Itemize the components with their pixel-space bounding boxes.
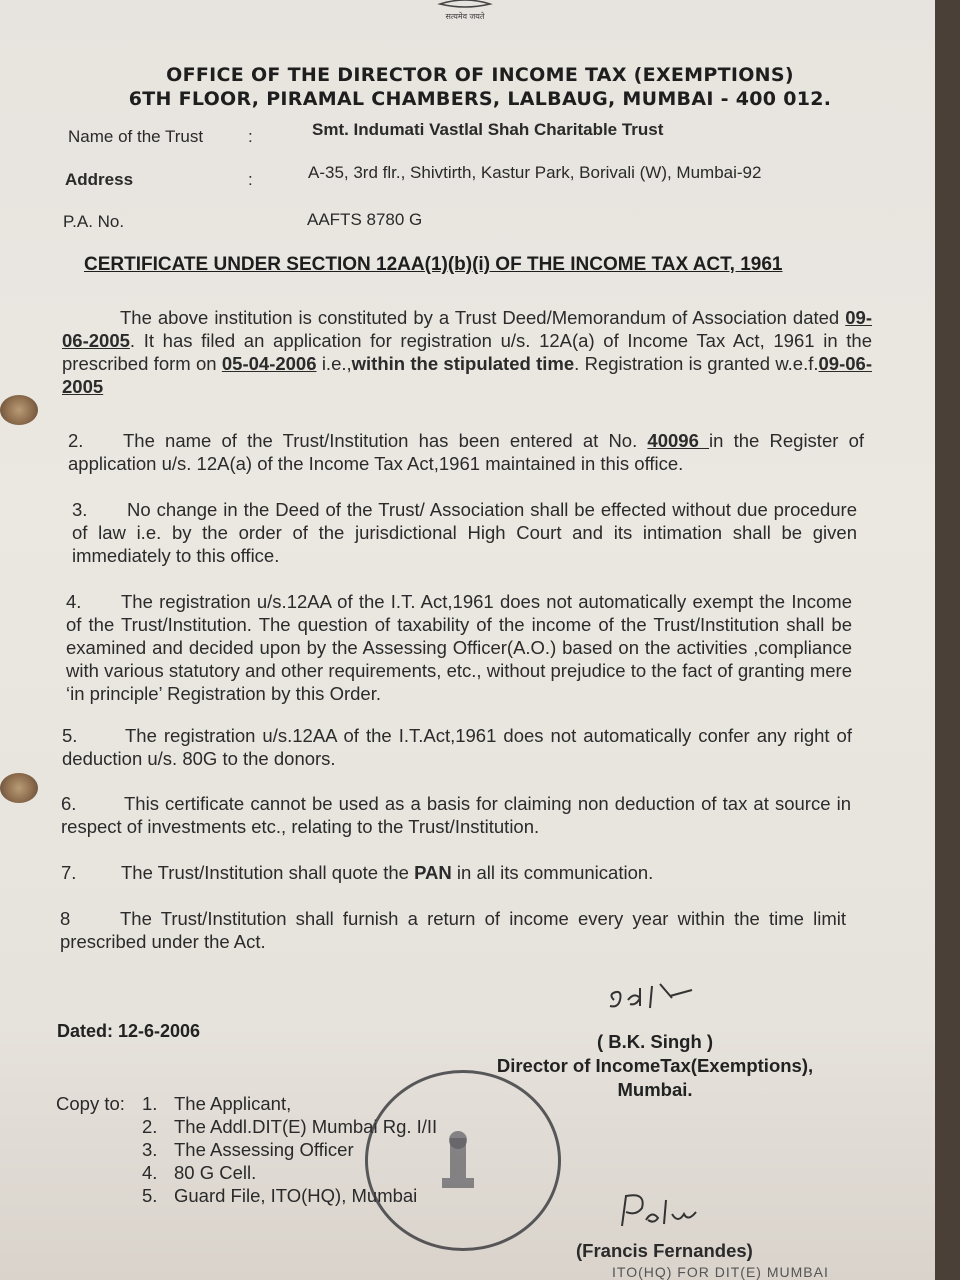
- paragraph-intro: The above institution is constituted by a Trust Deed/Memorandum of Association dated 09-06-2005. It has filed an application for registration u/s. 12A(a) of Income Tax Act, 1961 in the prescribed form on 05-04-2006 i.e.,within the stipulated time. Registration is granted w.e.f.09-06-2005: [62, 307, 872, 397]
- office-seal-stamp: [365, 1070, 561, 1251]
- address-label: Address: [65, 170, 134, 189]
- trust-name-label: Name of the Trust: [68, 127, 204, 146]
- signatory-title: Director of IncomeTax(Exemptions),: [496, 1055, 814, 1076]
- emblem-icon: [430, 0, 500, 22]
- address-value: A-35, 3rd flr., Shivtirth, Kastur Park, Borivali (W), Mumbai-92: [308, 163, 762, 182]
- signatory-name: ( B.K. Singh ): [596, 1031, 714, 1052]
- footer-name: (Francis Fernandes): [576, 1240, 753, 1261]
- copy-to-list: Copy to: 1. The Applicant, 2. The Addl.DIT(E) Mumbai Rg. I/II 3. The Assessing Officer 4. 80 G Cell. 5. Guard File, ITO(HQ), Mumbai: [56, 1093, 438, 1206]
- trust-name-value: Smt. Indumati Vastlal Shah Charitable Trust: [312, 120, 664, 139]
- trust-name-colon: :: [248, 127, 253, 146]
- signature-sdl: [600, 970, 710, 1020]
- paragraph-7: 7. The Trust/Institution shall quote the PAN in all its communication.: [61, 862, 654, 883]
- paragraph-5: 5. The registration u/s.12AA of the I.T.Act,1961 does not automatically confer any right of deduction u/s. 80G to the donors.: [62, 725, 852, 769]
- paragraph-2: 2. The name of the Trust/Institution has been entered at No. 40096 in the Register of application u/s. 12A(a) of the Income Tax Act,1961 maintained in this office.: [68, 430, 864, 474]
- pan-label: P.A. No.: [63, 212, 125, 231]
- address-colon: :: [248, 170, 253, 189]
- punch-hole-top: [0, 395, 38, 425]
- dated-line: Dated: 12-6-2006: [57, 1021, 201, 1041]
- office-address: 6TH FLOOR, PIRAMAL CHAMBERS, LALBAUG, MUMBAI - 400 012.: [128, 88, 832, 110]
- office-title: OFFICE OF THE DIRECTOR OF INCOME TAX (EXEMPTIONS): [166, 64, 794, 86]
- certificate-title: CERTIFICATE UNDER SECTION 12AA(1)(b)(i) OF THE INCOME TAX ACT, 1961: [84, 254, 783, 275]
- paragraph-6: 6. This certificate cannot be used as a basis for claiming non deduction of tax at source in respect of investments etc., relating to the Trust/Institution.: [61, 793, 851, 837]
- ashoka-emblem-icon: [428, 1128, 488, 1198]
- signatory-city: Mumbai.: [617, 1079, 693, 1100]
- emblem-caption: सत्यमेव जयते: [445, 12, 485, 21]
- pan-value: AAFTS 8780 G: [307, 210, 423, 229]
- footer-designation: ITO(HQ) FOR DIT(E) MUMBAI: [612, 1264, 829, 1280]
- punch-hole-bottom: [0, 773, 38, 803]
- paragraph-4: 4. The registration u/s.12AA of the I.T. Act,1961 does not automatically exempt the Income of the Trust/Institution. The question of taxability of the income of the Trust/Institution shall be examined and decided upon by the Assessing Officer(A.O.) based on the activities ,compliance with various statutory and other requirements, etc., without prejudice to the fact of granting mere ‘in principle’ Registration by this Order.: [66, 591, 852, 704]
- signature-fernandes: [612, 1190, 722, 1235]
- paragraph-8: 8 The Trust/Institution shall furnish a return of income every year within the time limit prescribed under the Act.: [60, 908, 846, 952]
- paragraph-3: 3. No change in the Deed of the Trust/ Association shall be effected without due procedure of law i.e. by the order of the jurisdictional High Court and its intimation shall be given immediately to this office.: [72, 499, 857, 566]
